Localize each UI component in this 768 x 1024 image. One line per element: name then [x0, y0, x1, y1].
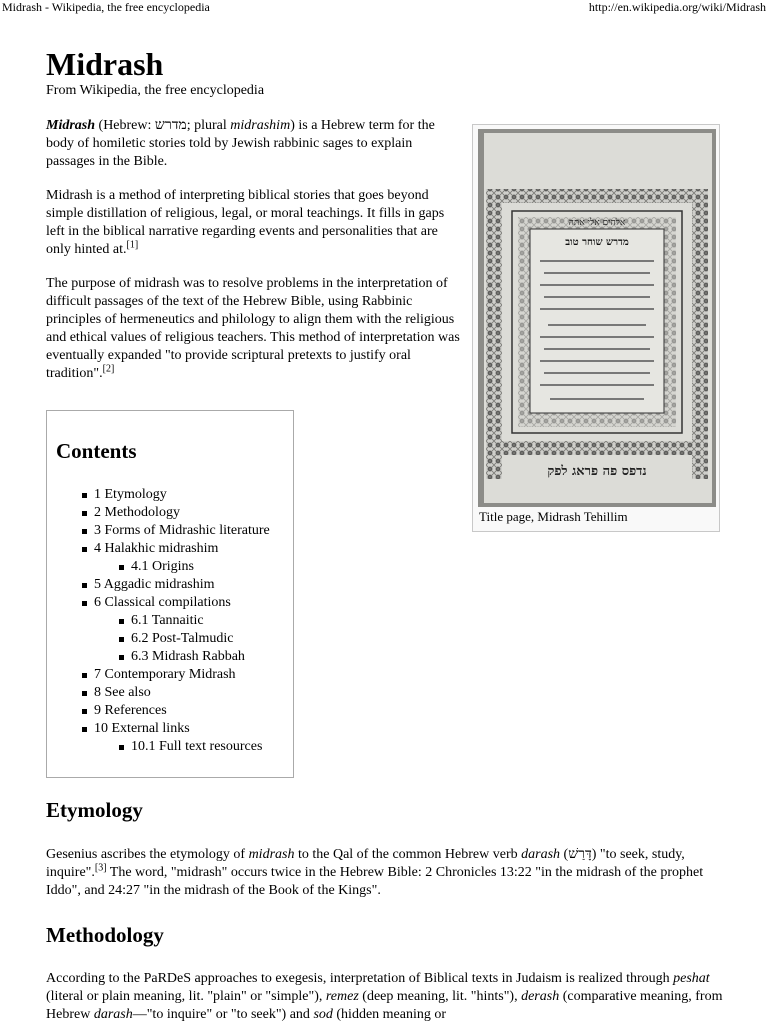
bullet-icon: [82, 493, 87, 498]
toc-link[interactable]: 2 Methodology: [94, 505, 180, 520]
etymology-text: to the Qal of the common Hebrew verb: [294, 847, 522, 862]
intro-text: ; plural: [186, 118, 231, 133]
intro-paragraph-2: [46, 187, 461, 259]
heading-methodology: Methodology: [46, 923, 164, 947]
figure-bottom-text: נדפס פה פראג לפק: [547, 464, 647, 479]
toc-item: [47, 630, 295, 648]
toc-item: [47, 648, 295, 666]
term-remez: remez: [325, 989, 359, 1004]
methodology-section: [46, 970, 726, 1024]
toc-item: [47, 504, 295, 522]
term-midrash: midrash: [248, 847, 295, 862]
table-of-contents: [46, 410, 294, 778]
toc-link[interactable]: 10.1 Full text resources: [131, 739, 263, 754]
hebrew-term: מדרש: [154, 118, 187, 133]
page-header-url: http://en.wikipedia.org/wiki/Midrash: [588, 0, 766, 14]
term-midrashim: midrashim: [230, 118, 291, 133]
methodology-text: (literal or plain meaning, lit. "plain" or "simple"),: [46, 989, 326, 1004]
toc-item: [47, 738, 295, 756]
bullet-icon: [82, 709, 87, 714]
bullet-icon: [82, 511, 87, 516]
methodology-text: According to the PaRDeS approaches to exegesis, interpretation of Biblical texts in Judaism is realized through: [46, 971, 674, 986]
toc-item: [47, 558, 295, 576]
reference-link-2[interactable]: [2]: [102, 363, 115, 375]
toc-link[interactable]: 6 Classical compilations: [94, 595, 231, 610]
toc-item: [47, 720, 295, 738]
etymology-text: The word, "midrash" occurs twice in the Hebrew Bible: 2 Chronicles 13:22 "in the midrash of the prophet Iddo", and 24:27 "in the midrash of the Book of the Kings".: [46, 865, 704, 898]
bullet-icon: [82, 673, 87, 678]
term-midrash: Midrash: [46, 118, 96, 133]
intro-text: Midrash is a method of interpreting biblical stories that goes beyond simple distillation of religious, legal, or moral teachings. It fills in gaps left in the biblical narrative regarding events and personalities that are only hinted at.: [46, 188, 445, 257]
term-darash: darash: [93, 1007, 133, 1022]
intro-paragraph-3: [46, 275, 461, 383]
methodology-text: —"to inquire" or "to seek") and: [132, 1007, 314, 1022]
bullet-icon: [82, 547, 87, 552]
toc-item: [47, 576, 295, 594]
reference-link-1[interactable]: [1]: [126, 239, 139, 251]
term-darash: darash: [521, 847, 561, 862]
bullet-icon: [119, 637, 124, 642]
methodology-paragraph: [46, 970, 726, 1024]
page-subtitle: From Wikipedia, the free encyclopedia: [46, 83, 265, 98]
toc-link[interactable]: 1 Etymology: [94, 487, 167, 502]
figure-top-text: אלהים אלי אתה: [568, 218, 626, 228]
intro-text: The purpose of midrash was to resolve problems in the interpretation of difficult passages of the text of the Hebrew Bible, using Rabbinic principles of hermeneutics and philology to align them with the religious and ethical values of religious teachers. This method of interpretation was eventually expanded "to provide scriptural pretexts to justify oral tradition".: [46, 276, 460, 381]
bullet-icon: [82, 691, 87, 696]
toc-link[interactable]: 5 Aggadic midrashim: [94, 577, 215, 592]
reference-link-3[interactable]: [3]: [94, 862, 107, 874]
toc-link[interactable]: 4 Halakhic midrashim: [94, 541, 219, 556]
toc-link[interactable]: 9 References: [94, 703, 167, 718]
page-title: Midrash: [46, 46, 164, 82]
toc-item: [47, 684, 295, 702]
intro-text: ) is a Hebrew term for the body of homiletic stories told by Jewish rabbinic sages to explain passages in the Bible.: [46, 118, 435, 169]
toc-link[interactable]: 3 Forms of Midrashic literature: [94, 523, 270, 538]
toc-link[interactable]: 10 External links: [94, 721, 190, 736]
intro-text: (Hebrew:: [95, 118, 155, 133]
toc-item: [47, 666, 295, 684]
figure-caption: Title page, Midrash Tehillim: [479, 509, 628, 524]
methodology-text: (hidden meaning or: [332, 1007, 447, 1022]
bullet-icon: [82, 601, 87, 606]
toc-link[interactable]: 6.1 Tannaitic: [131, 613, 204, 628]
toc-title: Contents: [56, 439, 137, 463]
etymology-paragraph: [46, 846, 726, 900]
toc-item: [47, 594, 295, 612]
toc-list: [47, 486, 295, 756]
figure-thumbnail: [472, 124, 720, 532]
etymology-text: (: [560, 847, 569, 862]
term-peshat: peshat: [673, 971, 710, 986]
toc-item: [47, 612, 295, 630]
methodology-text: (comparative meaning, from Hebrew: [46, 989, 723, 1022]
term-sod: sod: [313, 1007, 333, 1022]
term-derash: derash: [521, 989, 560, 1004]
heading-etymology: Etymology: [46, 798, 143, 822]
toc-link[interactable]: 6.3 Midrash Rabbah: [131, 649, 245, 664]
toc-item: [47, 540, 295, 558]
bullet-icon: [82, 727, 87, 732]
page-header-title: Midrash - Wikipedia, the free encyclopedia: [2, 0, 210, 14]
intro-section: [46, 117, 461, 399]
hebrew-term: דָּרַשׁ: [568, 847, 592, 862]
toc-item: [47, 702, 295, 720]
methodology-text: (deep meaning, lit. "hints"),: [358, 989, 522, 1004]
bullet-icon: [119, 655, 124, 660]
etymology-text: Gesenius ascribes the etymology of: [46, 847, 249, 862]
toc-link[interactable]: 4.1 Origins: [131, 559, 194, 574]
bullet-icon: [82, 583, 87, 588]
toc-link[interactable]: 6.2 Post-Talmudic: [131, 631, 234, 646]
title-page-image[interactable]: [478, 129, 716, 507]
figure-heading-text: מדרש שוחר טוב: [565, 237, 629, 248]
toc-item: [47, 486, 295, 504]
bullet-icon: [119, 619, 124, 624]
toc-link[interactable]: 8 See also: [94, 685, 151, 700]
bullet-icon: [82, 529, 87, 534]
toc-link[interactable]: 7 Contemporary Midrash: [94, 667, 236, 682]
etymology-section: [46, 846, 726, 900]
intro-paragraph-1: [46, 117, 461, 171]
bullet-icon: [119, 745, 124, 750]
bullet-icon: [119, 565, 124, 570]
etymology-text: ) "to seek, study, inquire".: [46, 847, 685, 880]
toc-item: [47, 522, 295, 540]
